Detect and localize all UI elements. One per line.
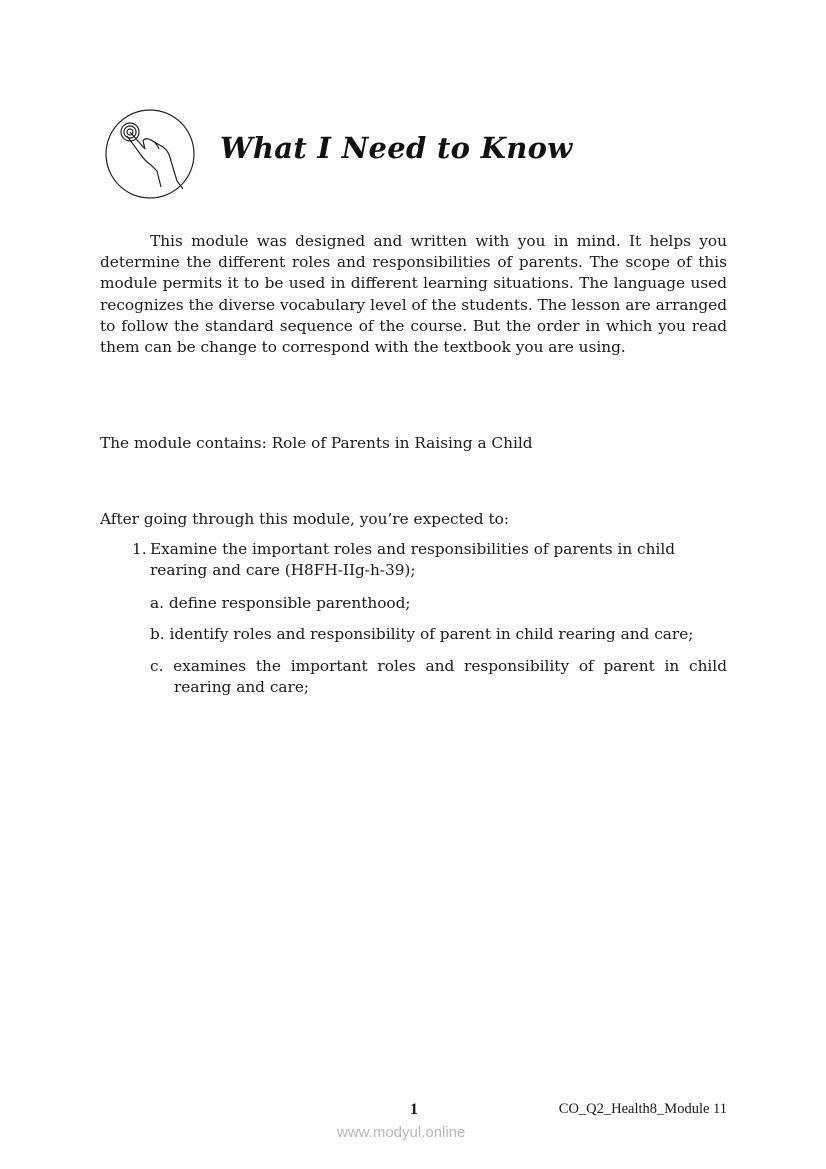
sub-objective-c <box>150 656 727 698</box>
objective-text: Examine the important roles and responsibilities of parents in child rearing and care (H8FH-IIg-h-39); <box>150 540 676 580</box>
sub-objective-c-line1: c. examines the important roles and responsibility of parent in child <box>150 657 727 675</box>
module-contents: The module contains: Role of Parents in Raising a Child <box>100 434 533 452</box>
hand-touch-icon <box>105 109 195 199</box>
sub-objective-c-line2: rearing and care; <box>174 678 310 697</box>
module-code: CO_Q2_Health8_Module 11 <box>558 1101 727 1117</box>
objective-item <box>132 539 727 581</box>
sub-objective-a: a. define responsible parenthood; <box>150 594 411 612</box>
section-title: What I Need to Know <box>220 131 573 165</box>
page-number: 1 <box>410 1101 418 1118</box>
objective-number: 1. <box>132 540 147 558</box>
sub-objective-b: b. identify roles and responsibility of parent in child rearing and care; <box>150 625 694 643</box>
expectations-intro: After going through this module, you’re expected to: <box>100 510 509 528</box>
watermark: www.modyul.online <box>337 1124 466 1141</box>
intro-paragraph: This module was designed and written with you in mind. It helps you determine the different roles and responsibilities of parents. The scope of this module permits it to be used in different learning situations. The language used recognizes the diverse vocabulary level of the students. The lesson are arranged to follow the standard sequence of the course. But the order in which you read them can be change to correspond with the textbook you are using. <box>100 232 727 357</box>
